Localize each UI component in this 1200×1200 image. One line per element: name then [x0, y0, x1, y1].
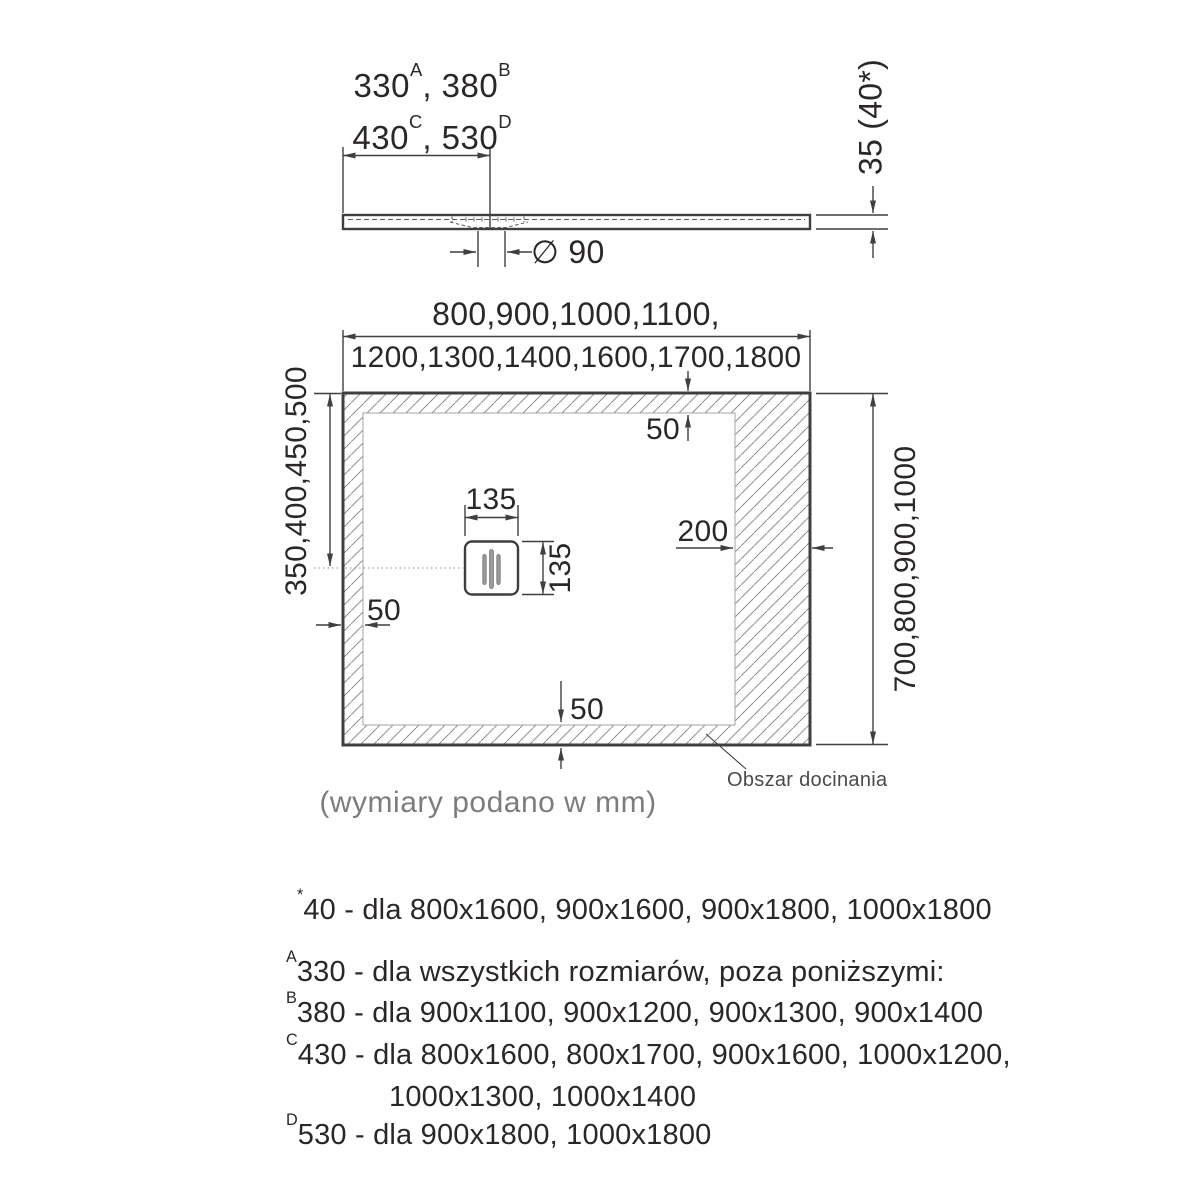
- side-thickness-dimension: [816, 186, 888, 258]
- drain-height-label: 135: [544, 542, 577, 594]
- cut-area-200-label: 200: [677, 515, 729, 548]
- drain-square: [465, 542, 518, 595]
- footnote-430-continued: 1000x1300, 1000x1400: [389, 1081, 697, 1113]
- side-view: [343, 147, 888, 267]
- thickness-label: 35 (40*): [852, 58, 889, 176]
- plan-drain-offset-dimension: [314, 394, 463, 569]
- footnote-530: $^D$530 - dla 900x1800, 1000x1800: [286, 1111, 712, 1151]
- drain-slots: [483, 550, 500, 589]
- side-drain-offset-labels: [352, 56, 511, 160]
- footnote-380: $^B$380 - dla 900x1100, 900x1200, 900x1300, 900x1400: [286, 989, 984, 1029]
- plan-width-labels-line1: 800,900,1000,1100,: [432, 296, 720, 332]
- units-caption: (wymiary podano w mm): [319, 786, 657, 819]
- cut-area-label: Obszar docinania: [727, 769, 888, 791]
- footnote-330: $^A$330 - dla wszystkich rozmiarów, poza poniższymi:: [286, 948, 945, 988]
- plan-width-labels-line2: 1200,1300,1400,1600,1700,1800: [350, 341, 802, 374]
- border-50-bottom-label: 50: [570, 693, 604, 726]
- offset-labels-line2: $430^C$, $530^D$: [352, 110, 512, 156]
- side-drain-diameter-dimension: [450, 231, 532, 267]
- drain-width-label: 135: [465, 483, 517, 516]
- side-profile-outline: [343, 215, 810, 229]
- plan-drain-offset-labels: 350,400,450,500: [280, 366, 313, 596]
- drain-diameter-label: ∅ 90: [531, 234, 605, 270]
- offset-labels-line1: $330^A$, $380^B$: [353, 58, 511, 104]
- footnote-430: $^C$430 - dla 800x1600, 800x1700, 900x1600, 1000x1200,: [286, 1031, 1011, 1071]
- footnote-40: *40 - dla 800x1600, 900x1600, 900x1800, 1000x1800: [297, 886, 992, 926]
- plan-height-labels: 700,800,900,1000: [889, 445, 922, 693]
- border-50-left-label: 50: [367, 594, 401, 627]
- plan-height-dimension: [816, 394, 888, 745]
- border-50-top-label: 50: [646, 413, 680, 446]
